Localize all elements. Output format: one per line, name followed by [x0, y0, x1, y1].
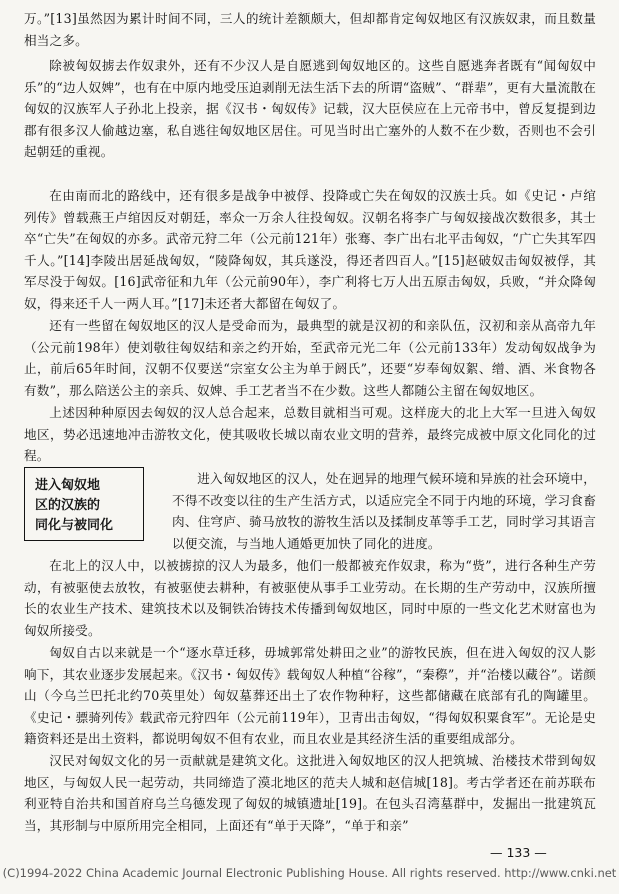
paragraph-voluntary-fugitives: 除被匈奴掳去作奴隶外，还有不少汉人是自愿逃到匈奴地区的。这些自愿逃奔者既有“闻匈奴中乐”的“边人奴婢”，也有在中原内地受压迫剥削无法生活下去的所谓“盗贼”、“群辈”，更有大量流散在匈奴的汉族军人子孙北上投亲，据《汉书・匈奴传》记载，汉大臣侯应在上元帝书中，曾反复提到边郡有很多汉人偷越边塞，私自逃往匈奴地区居住。可见当时出亡塞外的人数不在少数，否则也不会引起朝廷的重视。: [24, 58, 596, 159]
page-number: — 133 —: [490, 845, 547, 860]
paragraph-summary: 上述因种种原因去匈奴的汉人总合起来，总数目就相当可观。这样庞大的北上大军一旦进入匈奴地区，势必迅速地冲击游牧文化，使其吸收长城以南农业文明的营养，最终完成被中原文化同化的过程。: [24, 405, 596, 463]
paragraph-slave-labor: 在北上的汉人中，以被掳掠的汉人为最多，他们一般都被充作奴隶，称为“赀”，进行各种生产劳动，有被驱使去放牧，有被驱使去耕种，有被驱使从事手工业劳动。在长期的生产劳动中，汉族所擅长的农业生产技术、建筑技术以及铜铁冶铸技术传播到匈奴地区，同时中原的一些文化艺术财富也为匈奴所接受。: [24, 558, 596, 638]
section-heading-line: 同化与被同化: [35, 518, 114, 533]
paragraph-agriculture: 匈奴自古以来就是一个“逐水草迁移，毋城郭常处耕田之业”的游牧民族，但在进入匈奴的汉人影响下，其农业逐步发展起来。《汉书・匈奴传》载匈奴人种植“谷稼”，“秦穄”，并“治楼以藏谷”。诺颜山（今乌兰巴托北约70英里处）匈奴墓葬还出土了农作物种籽，这些都储藏在底部有孔的陶罐里。《史记・骠骑列传》载武帝元狩四年（公元前119年），卫青出击匈奴，“得匈奴积粟食军”。无论是史籍资料还是出土资料，都说明匈奴不但有农业，而且农业是其经济生活的重要组成部分。: [24, 645, 596, 746]
section-heading-line: 区的汉族的: [35, 498, 101, 513]
paragraph-architecture: 汉民对匈奴文化的另一贡献就是建筑文化。这批进入匈奴地区的汉人把筑城、治楼技术带到匈奴地区，与匈奴人民一起劳动，共同缔造了漠北地区的范夫人城和赵信城[18]。考古学者还在前苏联布利亚特自治共和国首府乌兰乌德发现了匈奴的城镇遗址[19]。在包头召湾墓群中，发掘出一批建筑瓦当，其形制与中原所用完全相同，上面还有“单于天降”，“单于和亲”: [24, 753, 596, 833]
paragraph-adaptation: 进入匈奴地区的汉人，处在迥异的地理气候环境和异族的社会环境中，不得不改变以往的生产生活方式，以适应完全不同于内地的环境，学习食畜肉、住穹庐、骑马放牧的游牧生活以及揉制皮革等手工艺，同时学习其语言以便交流，与当地人通婚更加快了同化的进度。: [172, 471, 596, 551]
paragraph-heqin-escort: 还有一些留在匈奴地区的汉人是受命而为，最典型的就是汉初的和亲队伍，汉初和亲从高帝九年（公元前198年）使刘敬往匈奴结和亲之约开始，至武帝元光二年（公元前133年）发动匈奴战争为止，前后65年时间，汉朝不仅要送“宗室女公主为单于阏氏”，还要“岁奉匈奴絮、缯、酒、米食物各有数”，那么陪送公主的亲兵、奴婢、手工艺者当不在少数。这些人都随公主留在匈奴地区。: [24, 318, 596, 398]
section-heading-box: [24, 467, 144, 541]
section-heading-line: 进入匈奴地: [35, 478, 101, 493]
paragraph-continuation: 万。”[13]虽然因为累计时间不同，三人的统计差额颇大，但却都肯定匈奴地区有汉族奴隶，而且数量相当之多。: [24, 11, 596, 48]
paragraph-war-captives: 在由南而北的路线中，还有很多是战争中被俘、投降或亡失在匈奴的汉族士兵。如《史记・卢绾列传》曾载燕王卢绾因反对朝廷，率众一万余人往投匈奴。汉朝名将李广与匈奴接战次数很多，其士卒“亡失”在匈奴的亦多。武帝元狩二年（公元前121年）张骞、李广出右北平击匈奴，“广亡失其军四千人。”[14]李陵出居延战匈奴，“陵降匈奴，其兵遂没，得还者四百人。”[15]赵破奴击匈奴被俘，其军尽没于匈奴。[16]武帝征和九年（公元前90年），李广利将七万人出五原击匈奴，兵败，“并众降匈奴，得来还千人一两人耳。”[17]未还者大都留在匈奴了。: [24, 188, 596, 311]
copyright-footer: (C)1994-2022 China Academic Journal Electronic Publishing House. All rights reserved. http://www.cnki.net: [2, 866, 617, 880]
